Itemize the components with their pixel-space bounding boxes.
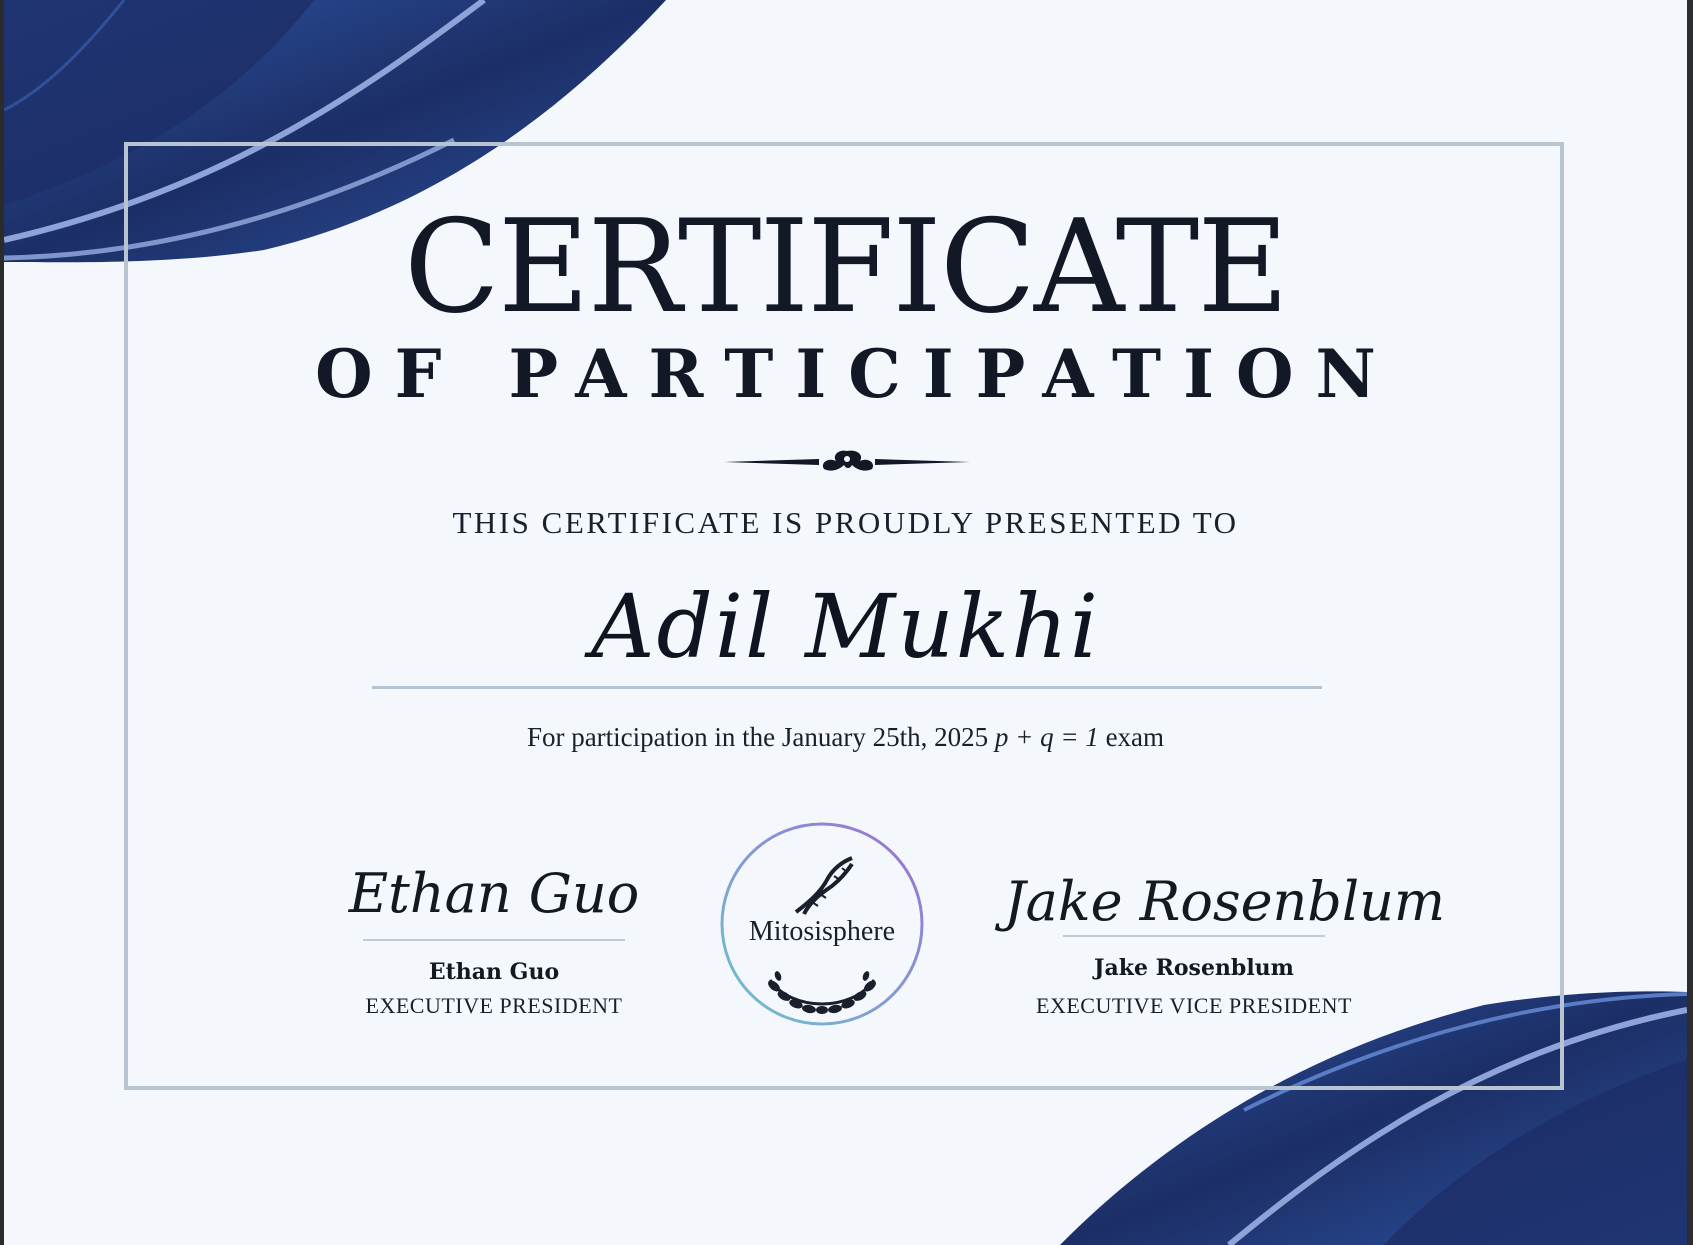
description-math: p + q = 1 bbox=[994, 722, 1099, 752]
signature-jake-rosenblum: Jake Rosenblum bbox=[1004, 870, 1446, 933]
certificate-page bbox=[4, 0, 1687, 1245]
description-prefix: For participation in the January 25th, 2025 bbox=[526, 722, 989, 752]
certificate-subtitle: OF PARTICIPATION bbox=[315, 335, 1398, 413]
signatory-name-right: Jake Rosenblum bbox=[1094, 955, 1294, 981]
signature-block-right bbox=[1004, 870, 1446, 1019]
presented-to-text: THIS CERTIFICATE IS PROUDLY PRESENTED TO bbox=[452, 505, 1239, 540]
recipient-name: Adil Mukhi bbox=[590, 575, 1101, 678]
certificate-title: CERTIFICATE bbox=[404, 193, 1287, 342]
signature-ethan-guo: Ethan Guo bbox=[348, 862, 640, 925]
ornament-divider-icon bbox=[724, 447, 970, 477]
recipient-underline bbox=[372, 686, 1322, 689]
signatory-title-left: EXECUTIVE PRESIDENT bbox=[365, 993, 623, 1018]
seal-text: Mitosisphere bbox=[748, 916, 896, 947]
window-edge bbox=[1687, 0, 1693, 1245]
dna-icon bbox=[796, 858, 852, 914]
laurel-wreath-icon bbox=[766, 970, 878, 1014]
signature-line-left bbox=[363, 939, 625, 941]
signature-line-right bbox=[1063, 935, 1325, 937]
description-text bbox=[4, 722, 1687, 753]
signature-block-left bbox=[344, 862, 644, 1019]
mitosisphere-seal bbox=[712, 816, 932, 1036]
signatory-name-left: Ethan Guo bbox=[428, 959, 560, 985]
description-suffix: exam bbox=[1105, 722, 1165, 752]
signatory-title-right: EXECUTIVE VICE PRESIDENT bbox=[1036, 993, 1352, 1018]
